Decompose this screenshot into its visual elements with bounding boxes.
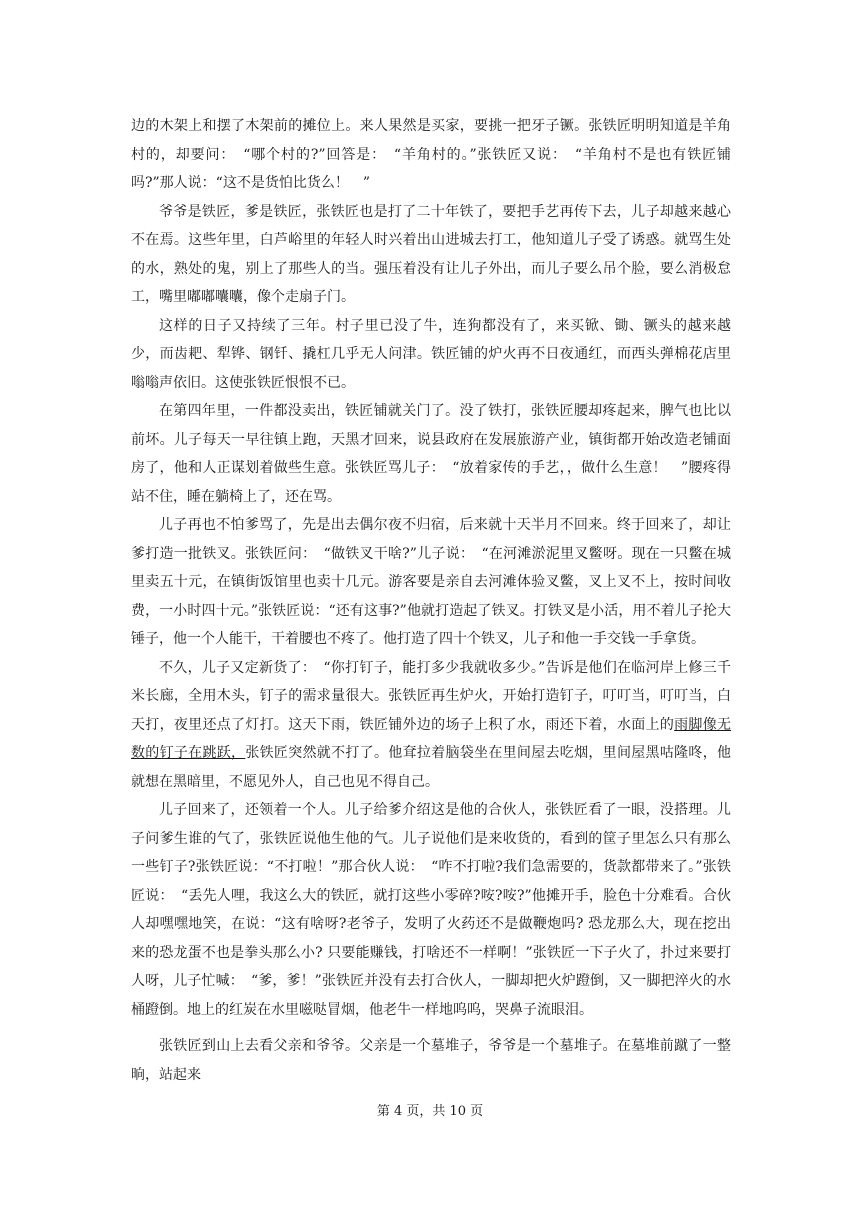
paragraph-6-before: 不久，儿子又定新货了： “你打钉子，能打多少我就收多少。”告诉是他们在临河岸上修三千米长廊，全用木头，钉子的需求量很大。张铁匠再生炉火，开始打造钉子，叮叮当，叮叮当，白天打，夜里还点了灯打。这天下雨，铁匠铺外边的场子上积了水，雨还下着，水面上的: [131, 659, 731, 733]
paragraph-6: [131, 654, 731, 797]
paragraph-3: 这样的日子又持续了三年。村子里已没了牛，连狗都没有了，来买锨、锄、镢头的越来越少，而齿耙、犁铧、钢钎、撬杠几乎无人问津。铁匠铺的炉火再不日夜通红，而西头弹棉花店里嗡嗡声依旧。这使张铁匠恨恨不已。: [131, 317, 731, 391]
paragraph-1: 边的木架上和摆了木架前的摊位上。来人果然是买家，要挑一把牙子镢。张铁匠明明知道是羊角村的，却要问： “哪个村的?”回答是： “羊角村的。”张铁匠又说： “羊角村不是也有铁匠铺吗?”那人说：“这不是货怕比货么！ ”: [131, 118, 731, 191]
paragraph-4: 在第四年里，一件都没卖出，铁匠铺就关门了。没了铁打，张铁匠腰却疼起来，脾气也比以前坏。儿子每天一早往镇上跑，天黑才回来，说县政府在发展旅游产业，镇街都开始改造老铺面房了，他和人正谋划着做些生意。张铁匠骂儿子： “放着家传的手艺，，做什么生意！ ”腰疼得站不住，睡在躺椅上了，还在骂。: [131, 403, 731, 505]
story-text: [131, 112, 731, 1089]
paragraph-5: 儿子再也不怕爹骂了，先是出去偶尔夜不归宿，后来就十天半月不回来。终于回来了，却让爹打造一批铁叉。张铁匠问： “做铁叉干啥?”儿子说： “在河滩淤泥里叉鳖呀。现在一只鳖在城里卖五十元，在镇街饭馆里也卖十几元。游客要是亲自去河滩体验叉鳖，叉上叉不上，按时间收费，一小时四十元。”张铁匠说：“还有这事?”他就打造起了铁叉。打铁叉是小活，用不着儿子抡大锤子，他一个人能干，干着腰也不疼了。他打造了四十个铁叉，儿子和他一手交钱一手拿货。: [131, 517, 731, 647]
paragraph-2: 爷爷是铁匠，爹是铁匠，张铁匠也是打了二十年铁了，要把手艺再传下去，儿子却越来越心不在焉。这些年里，白芦峪里的年轻人时兴着出山进城去打工，他知道儿子受了诱惑。就骂生处的水，熟处的鬼，别上了那些人的当。强压着没有让儿子外出，而儿子要么吊个脸，要么消极怠工，嘴里嘟嘟囔囔，像个走扇子门。: [131, 203, 731, 305]
paragraph-7: 儿子回来了，还领着一个人。儿子给爹介绍这是他的合伙人，张铁匠看了一眼，没搭理。儿子问爹生谁的气了，张铁匠说他生他的气。儿子说他们是来收货的，看到的筐子里怎么只有那么一些钉子?张铁匠说：“不打啦！”那合伙人说： “咋不打啦?我们急需要的，货款都带来了。”张铁匠说： “丢先人哩，我这么大的铁匠，就打这些小零碎?咹?咹?”他摊开手，脸色十分难看。合伙人却嘿嘿地笑，在说：“这有啥呀?老爷子，发明了火药还不是做鞭炮吗? 恐龙那么大，现在挖出来的恐龙蛋不也是拳头那么小? 只要能赚钱，打啥还不一样啊！”张铁匠一下子火了，扑过来要打人呀，儿子忙喊： “爹，爹！”张铁匠并没有去打合伙人，一脚却把火炉蹬倒，又一脚把淬火的水桶蹬倒。地上的红炭在水里嗞哒冒烟，他老牛一样地呜呜，哭鼻子流眼泪。: [131, 802, 731, 1018]
paragraph-8: 张铁匠到山上去看父亲和爷爷。父亲是一个墓堆子，爷爷是一个墓堆子。在墓堆前蹴了一整晌，站起来: [131, 1038, 731, 1083]
page-footer: 第 4 页，共 10 页: [376, 1104, 484, 1119]
underlined-phrase: 雨脚像无数的钉子在跳跃，: [131, 716, 732, 761]
paragraph-6-after: 张铁匠突然就不打了。他耷拉着脑袋坐在里间屋去吃烟，里间屋黑咕隆咚，他就想在黑暗里，不愿见外人，自己也见不得自己。: [131, 745, 732, 790]
